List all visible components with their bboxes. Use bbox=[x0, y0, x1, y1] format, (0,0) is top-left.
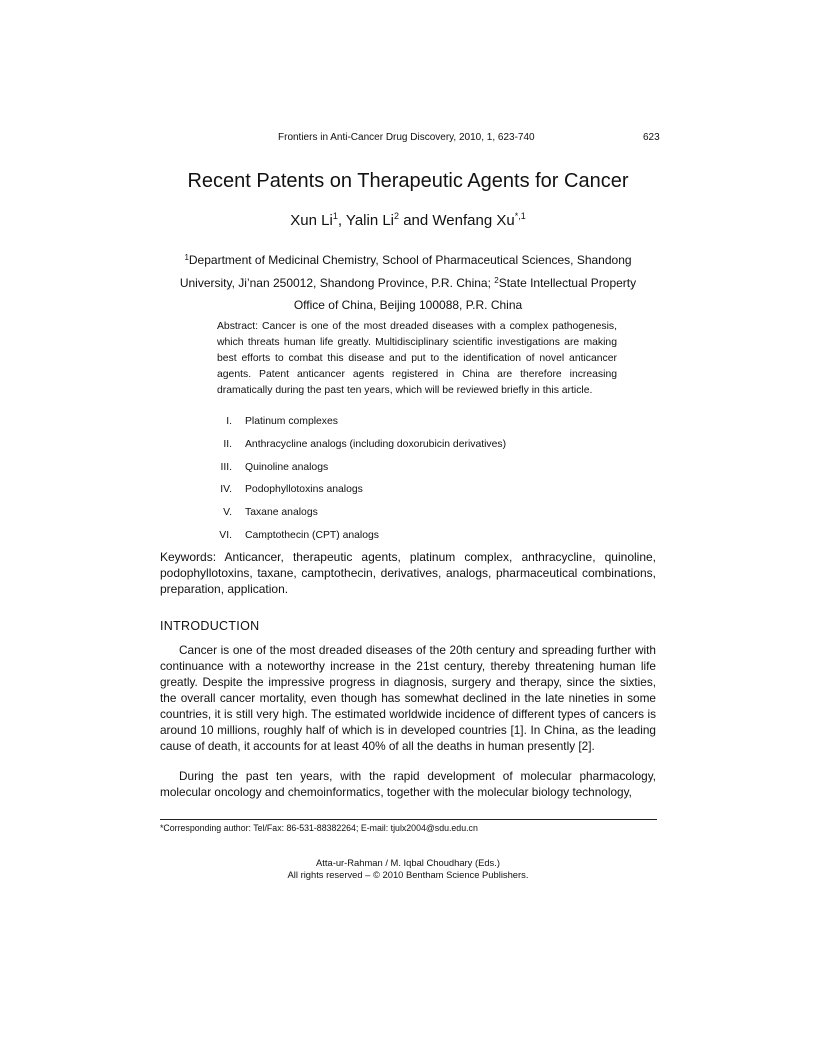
affiliation-text: State Intellectual Property Office of China, Beijing 100088, P.R. China bbox=[293, 275, 637, 312]
author-affiliation-mark: *,1 bbox=[514, 211, 526, 221]
topic-number: I. bbox=[226, 416, 232, 427]
topic-number: II. bbox=[223, 439, 232, 450]
affiliation-mark: 1 bbox=[184, 253, 189, 262]
affiliations bbox=[170, 249, 646, 317]
topic-number: VI. bbox=[219, 530, 232, 541]
author-affiliation-mark: 1 bbox=[332, 211, 338, 221]
body-paragraph: During the past ten years, with the rapid development of molecular pharmacology, molecular oncology and chemoinformatics, together with the molecular biology technology, bbox=[160, 769, 656, 799]
abstract bbox=[217, 319, 617, 399]
topic-label: Anthracycline analogs (including doxorubicin derivatives) bbox=[245, 439, 507, 450]
topic-label: Platinum complexes bbox=[245, 416, 338, 427]
corresponding-author-footnote: *Corresponding author: Tel/Fax: 86-531-88382264; E-mail: tjulx2004@sdu.edu.cn bbox=[160, 823, 478, 833]
topic-label: Camptothecin (CPT) analogs bbox=[245, 530, 379, 541]
body-paragraph: Cancer is one of the most dreaded diseases of the 20th century and spreading further with continuance with a noteworthy increase in the 21st century, thereby threatening human life greatly. Despite the impressive progress in diagnosis, surgery and therapy, since the sixties, the overall cancer mortality, even though has somewhat declined in the late nineties in some countries, it is still very high. The estimated worldwide incidence of different types of cancers is around 10 millions, roughly half of which is in developed countries [1]. In China, as the leading cause of death, it accounts for at least 40% of all the deaths in human presently [2]. bbox=[160, 643, 656, 753]
author-separator: , bbox=[337, 212, 346, 229]
abstract-text: Cancer is one of the most dreaded diseases with a complex pathogenesis, which threats human life greatly. Multidisciplinary scientific investigations are making best efforts to combat this disease and put to the identification of novel anticancer agents. Patent anticancer agents registered in China are therefore increasing dramatically during the past ten years, which will be reviewed briefly in this article. bbox=[217, 321, 618, 396]
keywords-text: Anticancer, therapeutic agents, platinum complex, anthracycline, quinoline, podophyllotoxins, taxane, camptothecin, derivatives, analogs, pharmaceutical combinations, preparation, application. bbox=[160, 550, 657, 596]
affiliation-mark: 2 bbox=[494, 275, 499, 285]
topic-label: Podophyllotoxins analogs bbox=[245, 484, 363, 495]
topic-label: Quinoline analogs bbox=[245, 462, 329, 473]
topic-number: V. bbox=[223, 507, 232, 518]
topic-number: III. bbox=[220, 462, 232, 473]
section-heading-introduction: INTRODUCTION bbox=[160, 619, 260, 633]
keywords bbox=[160, 549, 656, 597]
topic-label: Taxane analogs bbox=[245, 507, 318, 518]
paper-title: Recent Patents on Therapeutic Agents for Cancer bbox=[187, 170, 629, 192]
rights-line: All rights reserved – © 2010 Bentham Science Publishers. bbox=[287, 869, 529, 880]
keywords-label: Keywords: bbox=[160, 550, 217, 564]
author-name: Wenfang Xu bbox=[432, 212, 515, 229]
author-name: Yalin Li bbox=[345, 212, 395, 229]
editors-line: Atta-ur-Rahman / M. Iqbal Choudhary (Eds.) bbox=[316, 857, 500, 868]
journal-citation: Frontiers in Anti-Cancer Drug Discovery, 2010, 1, 623-740 bbox=[278, 132, 535, 143]
author-name: Xun Li bbox=[290, 212, 333, 229]
footnote-divider bbox=[160, 819, 657, 820]
page-number: 623 bbox=[643, 132, 660, 143]
author-separator: and bbox=[399, 212, 433, 229]
publisher-footer bbox=[0, 857, 816, 881]
author-affiliation-mark: 2 bbox=[394, 211, 400, 221]
affiliation-text: Department of Medicinal Chemistry, School of Pharmaceutical Sciences, Shandong University, Ji’nan 250012, Shandong Province, P.R. China; bbox=[179, 253, 632, 290]
topic-number: IV. bbox=[220, 484, 232, 495]
abstract-label: Abstract: bbox=[217, 321, 258, 332]
author-list bbox=[0, 212, 816, 229]
